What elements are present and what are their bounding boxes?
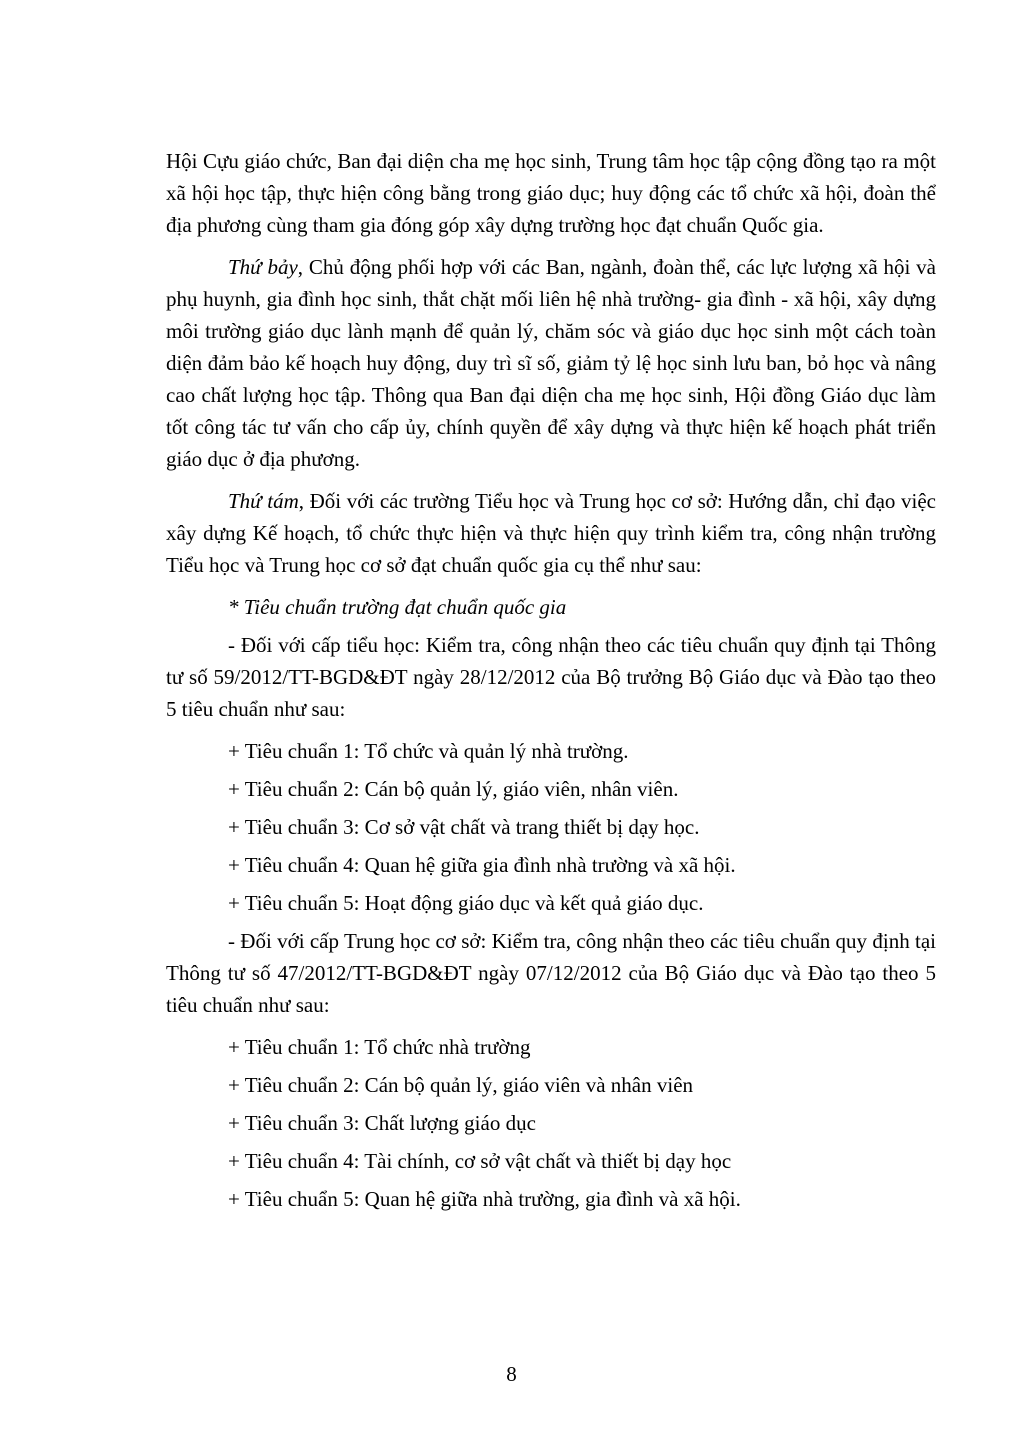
paragraph-continuation: Hội Cựu giáo chức, Ban đại diện cha mẹ học sinh, Trung tâm học tập cộng đồng tạo ra một xã hội học tập, thực hiện công bằng trong giáo dục; huy động các tổ chức xã hội, đoàn thể địa phương cùng tham gia đóng góp xây dựng trường học đạt chuẩn Quốc gia. — [166, 149, 936, 237]
paragraph-text-thu-bay: , Chủ động phối hợp với các Ban, ngành, đoàn thể, các lực lượng xã hội và phụ huynh, gia đình học sinh, thắt chặt mối liên hệ nhà trường- gia đình - xã hội, xây dựng môi trường giáo dục lành mạnh để quản lý, chăm sóc và giáo dục học sinh một cách toàn diện đảm bảo kế hoạch huy động, duy trì sĩ số, giảm tỷ lệ học sinh lưu ban, bỏ học và nâng cao chất lượng học tập. Thông qua Ban đại diện cha mẹ học sinh, Hội đồng Giáo dục làm tốt công tác tư vấn cho cấp ủy, chính quyền để xây dựng và thực hiện kế hoạch phát triển giáo dục ở địa phương. — [166, 255, 936, 471]
secondary-criterion-4: + Tiêu chuẩn 4: Tài chính, cơ sở vật chất và thiết bị dạy học — [228, 1149, 732, 1173]
page-number: 8 — [506, 1362, 517, 1386]
primary-level-intro: - Đối với cấp tiểu học: Kiểm tra, công nhận theo các tiêu chuẩn quy định tại Thông tư số 59/2012/TT-BGD&ĐT ngày 28/12/2012 của Bộ trưởng Bộ Giáo dục và Đào tạo theo 5 tiêu chuẩn như sau: — [166, 633, 936, 721]
secondary-criterion-5: + Tiêu chuẩn 5: Quan hệ giữa nhà trường, gia đình và xã hội. — [228, 1187, 741, 1211]
paragraph-lead-thu-bay: Thứ bảy — [228, 255, 298, 279]
paragraph-thu-bay — [166, 251, 936, 475]
primary-criterion-2: + Tiêu chuẩn 2: Cán bộ quản lý, giáo viên, nhân viên. — [228, 777, 679, 801]
primary-criterion-3: + Tiêu chuẩn 3: Cơ sở vật chất và trang thiết bị dạy học. — [228, 815, 700, 839]
section-heading — [166, 591, 936, 623]
secondary-level-intro: - Đối với cấp Trung học cơ sở: Kiểm tra, công nhận theo các tiêu chuẩn quy định tại Thông tư số 47/2012/TT-BGD&ĐT ngày 07/12/2012 của Bộ Giáo dục và Đào tạo theo 5 tiêu chuẩn như sau: — [166, 929, 936, 1017]
paragraph-thu-tam — [166, 485, 936, 581]
paragraph-text-thu-tam: , Đối với các trường Tiểu học và Trung học cơ sở: Hướng dẫn, chỉ đạo việc xây dựng Kế hoạch, tổ chức thực hiện và thực hiện quy trình kiểm tra, công nhận trường Tiểu học và Trung học cơ sở đạt chuẩn quốc gia cụ thể như sau: — [166, 489, 936, 577]
secondary-criterion-3: + Tiêu chuẩn 3: Chất lượng giáo dục — [228, 1111, 536, 1135]
paragraph-lead-thu-tam: Thứ tám — [228, 489, 299, 513]
primary-criterion-5: + Tiêu chuẩn 5: Hoạt động giáo dục và kết quả giáo dục. — [228, 891, 704, 915]
page-body — [166, 145, 936, 1221]
primary-criterion-4: + Tiêu chuẩn 4: Quan hệ giữa gia đình nhà trường và xã hội. — [228, 853, 736, 877]
primary-criterion-1: + Tiêu chuẩn 1: Tổ chức và quản lý nhà trường. — [228, 739, 629, 763]
section-heading-text: * Tiêu chuẩn trường đạt chuẩn quốc gia — [228, 595, 567, 619]
secondary-criterion-1: + Tiêu chuẩn 1: Tổ chức nhà trường — [228, 1035, 531, 1059]
secondary-criterion-2: + Tiêu chuẩn 2: Cán bộ quản lý, giáo viên và nhân viên — [228, 1073, 694, 1097]
